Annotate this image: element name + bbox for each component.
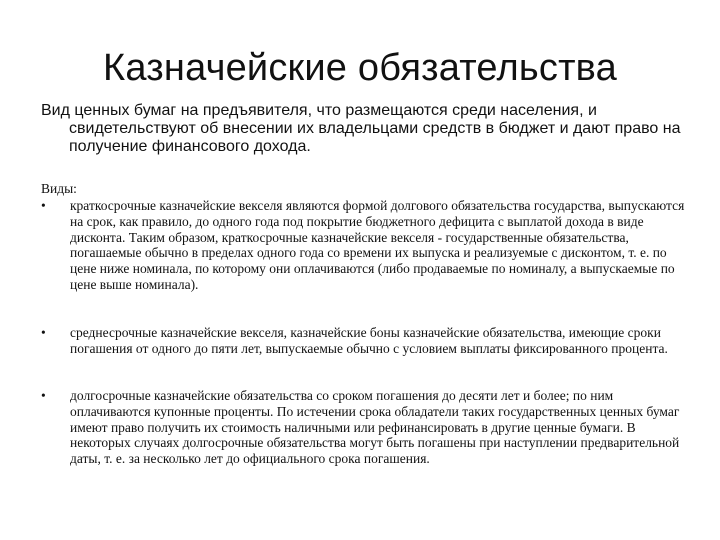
list-item-text: краткосрочные казначейские векселя являются формой долгового обязательства государства, выпускаются на срок, как правило, до одного года под покрытие бюджетного дефицита с выплатой дохода в виде дисконта. Таким образом, краткосрочные казначейские векселя - государственные обязательства, погашаемые обычно в пределах одного года со времени их выпуска и реализуемые с дисконтом, т. е. по цене ниже номинала, по которому они оплачиваются (либо продаваемые по номиналу, а выпускаемые по цене выше номинала).	[70, 198, 685, 292]
intro-paragraph: Вид ценных бумаг на предъявителя, что размещаются среди населения, и свидетельствуют об внесении их владельцами средств в бюджет и дают право на получение финансового дохода.	[41, 102, 681, 155]
bullet-icon: •	[41, 388, 46, 403]
bullet-icon: •	[41, 325, 46, 340]
types-label: Виды:	[41, 181, 77, 196]
slide-title: Казначейские обязательства	[103, 47, 617, 89]
list-item-text: долгосрочные казначейские обязательства со сроком погашения до десяти лет и более; по ним оплачиваются купонные проценты. По истечении срока обладатели таких государственных ценных бумаг имеют право получить их стоимость наличными или рефинансировать в другие ценные бумаги. В некоторых случаях долгосрочные обязательства могут быть погашены при наступлении предварительной даты, т. е. за несколько лет до официального срока погашения.	[70, 388, 680, 467]
bullet-icon: •	[41, 198, 46, 213]
list-item-text: среднесрочные казначейские векселя, казначейские боны казначейские обязательства, имеющие сроки погашения от одного до пяти лет, выпускаемые обычно с условием выплаты фиксированного процента.	[70, 325, 668, 356]
